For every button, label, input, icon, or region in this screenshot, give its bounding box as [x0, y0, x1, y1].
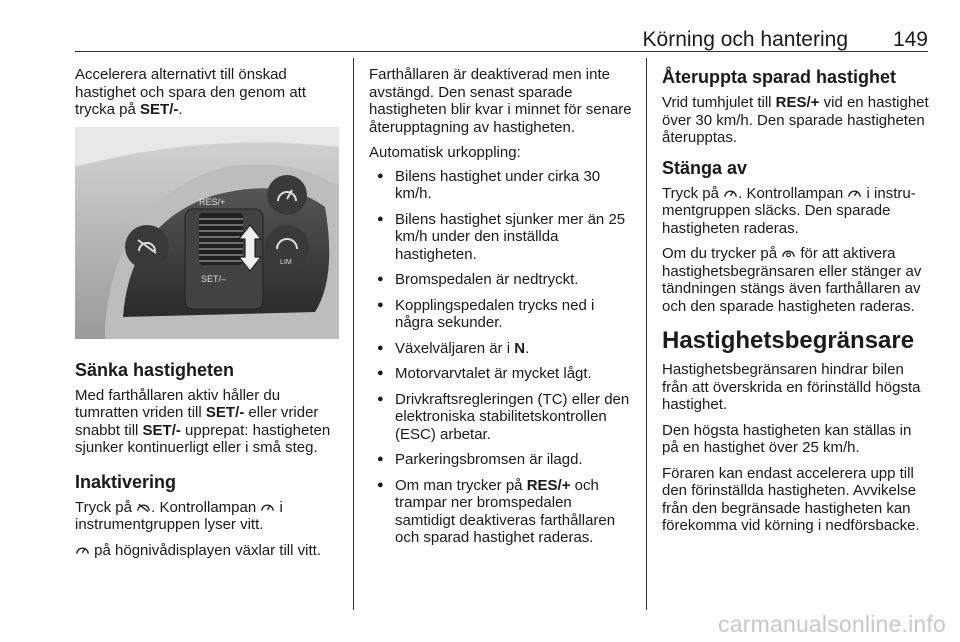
- header-rule: [75, 51, 928, 52]
- heading-deactivation: Inaktivering: [75, 471, 177, 492]
- photo-label-set: SET/–: [201, 273, 227, 284]
- limiter-paragraph-2: Den högsta hastigheten kan ställas in på en hastighet över 25 km/h.: [662, 421, 912, 456]
- limiter-paragraph-1: Hastighetsbegränsaren hindrar bilen från att överskrida en förinställd högsta hastighet.: [662, 361, 921, 413]
- cruise-control-icon: [75, 544, 90, 556]
- limiter-switch-paragraph: Om du trycker på för att aktivera hastighetsbegränsaren eller stänger av tändningen stängs även farthållaren av och den sparade hastigheten raderas.: [662, 245, 922, 315]
- list-item: ● Kopplingspedalen trycks ned i några sekunder.: [369, 297, 634, 332]
- speed-limiter-icon: [781, 247, 796, 259]
- list-item: ● Om man trycker på RES/+ och trampar ner bromspedalen samtidigt deaktiveras farthållaren och sparad hastighet raderas.: [369, 477, 634, 547]
- auto-disengage-heading: Automatisk urkoppling:: [369, 144, 521, 161]
- photo-label-lim: LIM: [280, 258, 292, 266]
- switch-off-paragraph: Tryck på . Kontrollampan i instrumentgruppen släcks. Den sparade hastigheten raderas.: [662, 184, 916, 237]
- list-item: ● Bilens hastighet sjunker mer än 25 km/h under den inställda hastigheten.: [369, 211, 634, 264]
- column-1: [75, 66, 340, 567]
- column-divider-2: [646, 58, 647, 610]
- cruise-control-icon: [847, 187, 862, 199]
- heading-resume-speed: Återuppta sparad hastighet: [662, 67, 897, 87]
- cruise-cancel-icon: [136, 501, 151, 513]
- limiter-paragraph-3: Föraren kan endast accelerera upp till den förinställda hastigheten. Avvikelse från den begränsade hastigheten kan förekomma vid körning i nedförsbacke.: [662, 464, 920, 534]
- chapter-title: Körning och hantering: [642, 28, 848, 51]
- intro-paragraph: Accelerera alternativt till önskad hastighet och spara den genom att trycka på SET/-.: [75, 66, 306, 118]
- column-divider-1: [353, 58, 354, 610]
- list-item: ● Parkeringsbromsen är ilagd.: [369, 451, 634, 469]
- watermark: carmanualsonline.info: [718, 611, 946, 637]
- heading-lower-speed: Sänka hastigheten: [75, 359, 235, 380]
- list-item: ● Bromspedalen är nedtryckt.: [369, 271, 634, 289]
- heading-speed-limiter: Hastighetsbegränsare: [662, 327, 915, 354]
- page-header: [75, 18, 928, 52]
- column-3: [662, 66, 930, 543]
- resume-paragraph: Vrid tumhjulet till RES/+ vid en hastighet över 30 km/h. Den sparade hastigheten återupptas.: [662, 94, 929, 146]
- list-item: ● Växelväljaren är i N.: [369, 340, 634, 358]
- hud-paragraph: på högnivådisplayen växlar till vitt.: [75, 542, 340, 560]
- auto-disengage-list: [369, 168, 634, 547]
- heading-switch-off: Stänga av: [662, 157, 748, 178]
- list-item: ● Drivkraftsregleringen (TC) eller den elektroniska stabilitetskontrollen (ESC) arbetar.: [369, 391, 634, 444]
- deactivated-paragraph: Farthållaren är deaktiverad men inte avstängd. Den senast sparade hastigheten blir kvar i minnet för senare återupptagning av hastigheten.: [369, 66, 632, 136]
- cruise-control-icon: [723, 187, 738, 199]
- photo-label-res: RES/+: [199, 196, 226, 207]
- lower-speed-paragraph: Med farthållaren aktiv håller du tumratten vriden till SET/- eller vrider snabbt till SET/- upprepat: hastigheten sjunker kontinuerligt eller i små steg.: [75, 386, 331, 456]
- steering-wheel-controls-photo: [75, 127, 339, 339]
- page-number: 149: [892, 28, 928, 51]
- list-item: ● Bilens hastighet under cirka 30 km/h.: [369, 168, 634, 203]
- deactivation-paragraph: Tryck på . Kontrollampan i instrumentgruppen lyser vitt.: [75, 498, 283, 533]
- column-2: [369, 66, 634, 555]
- cruise-control-icon: [260, 501, 275, 513]
- list-item: ● Motorvarvtalet är mycket lågt.: [369, 365, 634, 383]
